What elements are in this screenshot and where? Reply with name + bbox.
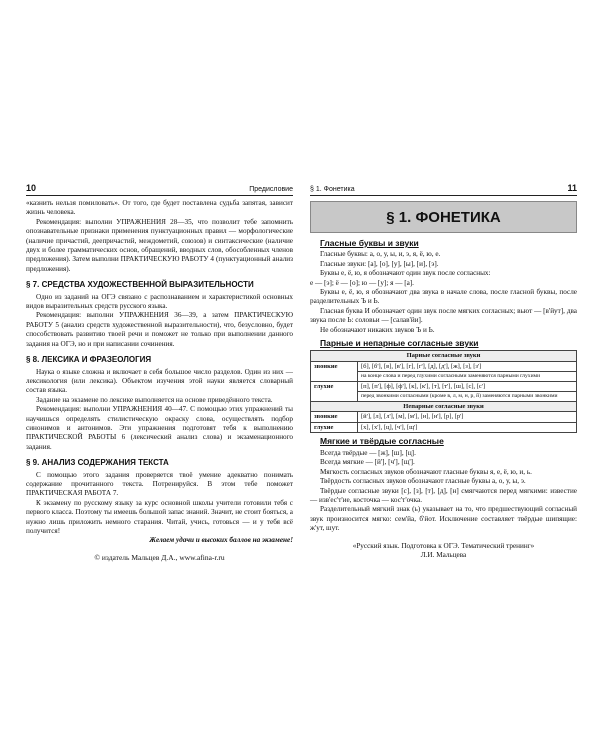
left-page-header	[26, 183, 293, 196]
table-cell: [х], [х'], [ц], [ч'], [щ']	[358, 422, 577, 433]
section-heading-8: § 8. ЛЕКСИКА И ФРАЗЕОЛОГИЯ	[26, 355, 152, 365]
table-cell: [п], [п'], [ф], [ф'], [к], [к'], [т], [т'], [ш], [с], [с']	[358, 381, 577, 392]
right-page	[310, 183, 577, 560]
book-title: «Русский язык. Подготовка к ОГЭ. Тематический тренинг»	[352, 541, 535, 550]
running-head: Предисловие	[249, 186, 293, 193]
section-heading-7: § 7. СРЕДСТВА ХУДОЖЕСТВЕННОЙ ВЫРАЗИТЕЛЬНОСТИ	[26, 280, 254, 290]
row-label-voiced: звонкие	[311, 412, 358, 423]
subheading-consonants: Парные и непарные согласные звуки	[320, 338, 479, 349]
section-heading-9: § 9. АНАЛИЗ СОДЕРЖАНИЯ ТЕКСТА	[26, 458, 169, 468]
left-page	[26, 183, 293, 562]
left-page-body	[26, 199, 293, 546]
running-head: § 1. Фонетика	[310, 186, 355, 193]
paragraph: Мягкость согласных звуков обозначают гласные буквы я, е, ё, ю, и, ь.	[320, 467, 532, 476]
closing-wish: Желаем удачи и высоких баллов на экзамене!	[149, 536, 293, 545]
book-footer	[310, 542, 577, 560]
paragraph: Рекомендация: выполни УПРАЖНЕНИЯ 40—47. С помощью этих упражнений ты научишься определять стилистическую окраску слова, осуществлять подбор синонимов и антонимов. Эти упражнения подготовят тебя к выполнению ПРАКТИЧЕСКОЙ РАБОТЫ 6 (лексический анализ слова) и экзаменационного задания.	[26, 405, 293, 451]
book-author: Л.И. Мальцева	[420, 550, 467, 559]
paragraph: Не обозначают никаких звуков Ъ и Ь.	[320, 325, 435, 334]
copyright-footer: © издатель Мальцев Д.А., www.afina-r.ru	[94, 552, 225, 562]
paragraph: Гласные буквы: а, о, у, ы, и, э, я, ё, ю, е.	[320, 250, 441, 259]
row-label-voiced: звонкие	[311, 361, 358, 381]
page-number: 11	[567, 183, 577, 193]
row-label-voiceless: глухие	[311, 381, 358, 401]
paragraph: Всегда твёрдые — [ж], [ш], [ц].	[320, 448, 416, 457]
table-cell: перед звонкими согласными (кроме в, л, м, н, р, й) заменяются парными звонкими	[358, 392, 577, 402]
table-header-paired: Парные согласные звуки	[311, 351, 577, 362]
subheading-soft-hard: Мягкие и твёрдые согласные	[320, 436, 444, 447]
paragraph: Твёрдые согласные звуки [с], [з], [т], [д], [н] смягчаются перед мягкими: известие — изв'ес'т'ие, косточка — кос'т'очка.	[310, 486, 577, 504]
row-label-voiceless: глухие	[311, 422, 358, 433]
table-cell: на конце слова и перед глухими согласными заменяются парными глухими	[358, 372, 577, 382]
paragraph: Разделительный мягкий знак (ь) указывает на то, что предшествующий согласный звук произносится мягко: сем'йа, б'йот. Исключение составляет твёрдые шипящие: ж'ут, шут.	[310, 505, 577, 533]
right-page-body	[310, 239, 577, 534]
chapter-banner: § 1. ФОНЕТИКА	[310, 201, 577, 233]
paragraph: Буквы е, ё, ю, я обозначают два звука в начале слова, после гласной буквы, после разделительных Ъ и Ь.	[310, 288, 577, 306]
paragraph: Всегда мягкие — [й'], [ч'], [щ'].	[320, 458, 415, 467]
paragraph: е — [э]; ё — [о]; ю — [у]; я — [а].	[310, 278, 414, 287]
paragraph: «казнить нельзя помиловать». От того, где будет поставлена судьба запятая, зависит жизнь человека.	[26, 199, 293, 217]
paragraph: Рекомендация: выполни УПРАЖНЕНИЯ 28—35, что позволит тебе запомнить опознавательные признаки применения пунктуационных правил — морфологические (наличие причастий, деепричастий, междометий, союзов) и синтаксические (наличие двух и более грамматических основ, обращений, вводных слов, обособленных членов предложения). Затем выполни ПРАКТИЧЕСКУЮ РАБОТУ 4 (пунктуационный анализ предложения).	[26, 217, 293, 273]
paragraph: Одно из заданий на ОГЭ связано с распознаванием и характеристикой основных видов выразительных средств русского языка.	[26, 292, 293, 311]
paragraph: С помощью этого задания проверяется твоё умение адекватно понимать содержание прочитанного текста. Потренируйся. В этом тебе поможет ПРАКТИЧЕСКАЯ РАБОТА 7.	[26, 470, 293, 498]
consonants-table	[310, 350, 577, 433]
subheading-vowels: Гласные буквы и звуки	[320, 238, 419, 248]
table-header-unpaired: Непарные согласные звуки	[311, 401, 577, 412]
table-cell: [б], [б'], [в], [в'], [г], [г'], [д], [д'], [ж], [з], [з']	[358, 361, 577, 372]
paragraph: Гласная буква И обозначает один звук после мягких согласных; вьют — [в'йут], два звука после Ь: соловьи — [салав'йи].	[310, 306, 577, 325]
paragraph: Буквы е, ё, ю, я обозначают один звук после согласных:	[320, 269, 491, 278]
paragraph: К экзамену по русскому языку за курс основной школы учители готовили тебя с первого класса. Поэтому ты имеешь большой запас знаний. Значит, не стоит бояться, а нужно лишь приложить немного старания. Читай, учись, готовься — и у тебя всё получится!	[26, 498, 293, 535]
paragraph: Твёрдость согласных звуков обозначают гласные буквы а, о, у, ы, э.	[320, 477, 526, 486]
page-number: 10	[26, 183, 37, 193]
paragraph: Задание на экзамене по лексике выполняется на основе приведённого текста.	[36, 395, 273, 404]
paragraph: Гласные звуки: [а], [о], [у], [ы], [и], [э].	[320, 259, 439, 268]
paragraph: Наука о языке сложна и включает в себя большое число разделов. Один из них — лексикология (или лексика). Объектом изучения этой науки является словарный состав языка.	[26, 367, 293, 395]
table-cell: [й'], [л], [л'], [м], [м'], [н], [н'], [р], [р']	[358, 412, 577, 423]
paragraph: Рекомендация: выполни УПРАЖНЕНИЯ 36—39, а затем ПРАКТИЧЕСКУЮ РАБОТУ 5 (анализ средств художественной выразительности), что, безусловно, будет способствовать развитию твоей речи и поможет не только при выполнении данного задания на ОГЭ, но и при написании сочинения.	[26, 311, 293, 348]
right-page-header	[310, 183, 577, 196]
